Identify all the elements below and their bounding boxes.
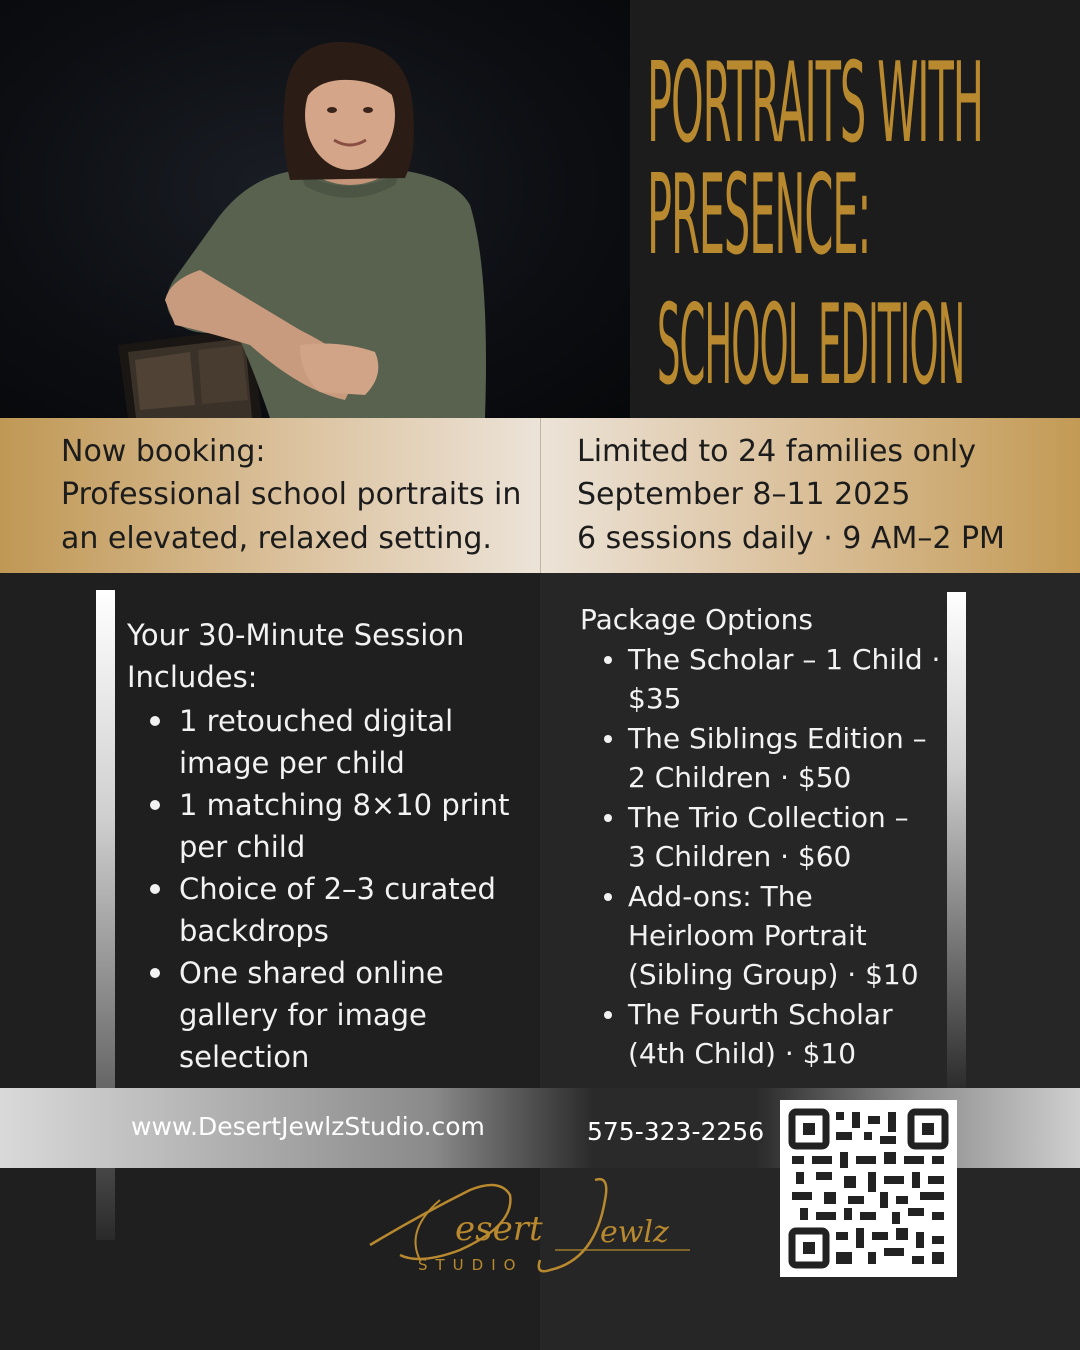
session-item-4-line-3: selection [179,1040,310,1074]
logo-studio-text: STUDIO [418,1256,524,1274]
session-item-1-line-2: image per child [179,746,405,780]
right-accent-bar [947,592,966,1092]
session-item-1-line-1: 1 retouched digital [179,704,454,738]
portrait-photo [0,0,630,418]
booking-line-2: Professional school portraits in [61,477,522,512]
session-heading-2: Includes: [127,660,258,694]
bullet-icon [150,968,160,978]
bullet-icon [604,814,612,822]
details-line-2: September 8–11 2025 [577,477,911,512]
booking-line-1: Now booking: [61,434,266,469]
package-2-line-1: The Siblings Edition – [628,722,927,755]
bullet-icon [604,893,612,901]
logo-script [360,1170,700,1285]
package-2-line-2: 2 Children · $50 [628,761,852,794]
title-panel [630,0,1080,418]
package-1-line-1: The Scholar – 1 Child · [628,643,941,676]
package-5-line-1: The Fourth Scholar [628,998,893,1031]
packages-heading: Package Options [580,603,813,636]
qr-code[interactable] [780,1100,957,1277]
title-line-1: PORTRAITS WITH [647,38,983,168]
bullet-icon [604,735,612,743]
session-item-4-line-2: gallery for image [179,998,427,1032]
bullet-icon [150,884,160,894]
booking-line-3: an elevated, relaxed setting. [61,521,492,556]
package-4-line-3: (Sibling Group) · $10 [628,958,919,991]
qr-code-icon [780,1100,957,1277]
bullet-icon [604,1011,612,1019]
package-3-line-2: 3 Children · $60 [628,840,852,873]
session-item-3-line-2: backdrops [179,914,329,948]
package-3-line-1: The Trio Collection – [628,801,909,834]
svg-text:esert: esert [455,1209,543,1249]
package-4-line-2: Heirloom Portrait [628,919,867,952]
bullet-icon [604,656,612,664]
session-item-3-line-1: Choice of 2–3 curated [179,872,496,906]
session-heading-1: Your 30-Minute Session [127,618,465,652]
package-5-line-2: (4th Child) · $10 [628,1037,857,1070]
studio-logo [360,1170,700,1285]
bullet-icon [150,716,160,726]
details-line-3: 6 sessions daily · 9 AM–2 PM [577,521,1005,556]
package-4-line-1: Add-ons: The [628,880,813,913]
website-link[interactable]: www.DesertJewlzStudio.com [131,1112,485,1141]
portrait-illustration [0,0,630,418]
svg-text:ewlz: ewlz [600,1215,669,1250]
band-divider [540,418,541,573]
bullet-icon [150,800,160,810]
session-item-4-line-1: One shared online [179,956,444,990]
phone-number[interactable]: 575-323-2256 [587,1117,765,1146]
title-line-2: PRESENCE: [647,150,871,280]
session-item-2-line-2: per child [179,830,306,864]
details-line-1: Limited to 24 families only [577,434,977,469]
package-1-line-2: $35 [628,682,682,715]
session-item-2-line-1: 1 matching 8×10 print [179,788,510,822]
title-line-3: SCHOOL EDITION [657,280,965,410]
